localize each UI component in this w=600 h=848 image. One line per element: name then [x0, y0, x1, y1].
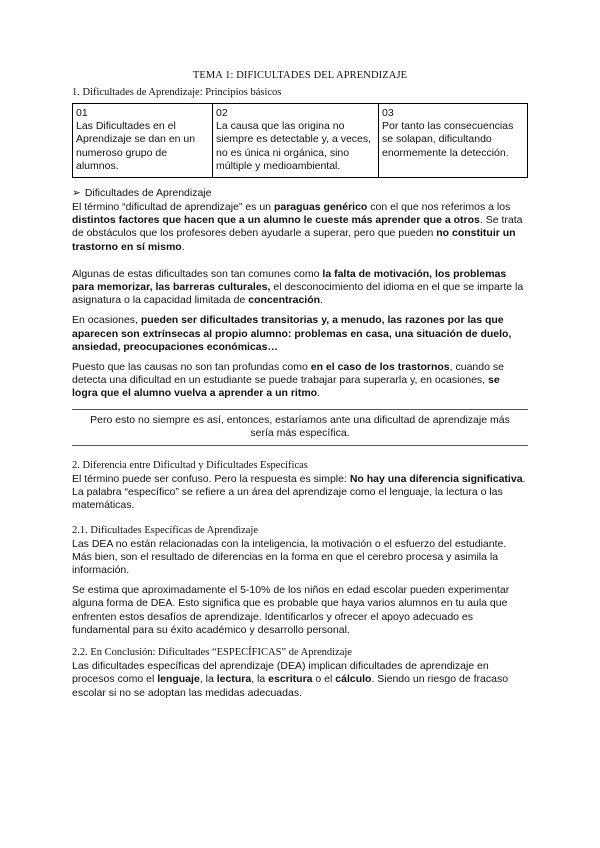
grid-cell-text: Por tanto las consecuencias se solapan, dificultando enormemente la detección.	[382, 120, 514, 159]
grid-cell-number: 03	[382, 107, 394, 119]
paragraph-2: Algunas de estas dificultades son tan comunes como la falta de motivación, los problemas para memorizar, las barreras culturales, el desconocimiento del idioma en el que se imparte la asignatura o la capacidad limitada de concentración.	[72, 267, 524, 307]
section-1-heading: 1. Dificultades de Aprendizaje: Principios básicos	[72, 87, 282, 98]
grid-cell-text: Las Dificultades en el Aprendizaje se dan en un numeroso grupo de alumnos.	[76, 120, 196, 172]
paragraph-4: Puesto que las causas no son tan profundas como en el caso de los trastornos, cuando se detecta una dificultad en un estudiante se puede trabajar para superarla y, en ocasiones, se logra que el alumno vuelva a aprender a un ritmo.	[72, 361, 504, 400]
grid-cell-number: 02	[216, 107, 228, 119]
section-2-2-heading: 2.2. En Conclusión: Dificultades “ESPECÍFICAS” de Aprendizaje	[72, 647, 352, 659]
note-box: Pero esto no siempre es así, entonces, estaríamos ante una dificultad de aprendizaje más sería más específica.	[72, 409, 528, 446]
grid-cell-text: La causa que las origina no siempre es detectable y, a veces, no es única ni orgánica, sino múltiple y medioambiental.	[216, 120, 372, 172]
grid-cell-02	[213, 104, 379, 177]
section-2-1-paragraph-2: Se estima que aproximadamente el 5-10% de los niños en edad escolar pueden experimentar alguna forma de DEA. Esto significa que es probable que haya varios alumnos en tu aula que enfrenten estos desafíos de aprendizaje. Identificarlos y ofrecer el apoyo adecuado es fundamental para su éxito académico y desarrollo personal.	[72, 584, 510, 636]
arrow-bullet-icon: ➢	[72, 187, 81, 200]
grid-cell-01	[73, 104, 213, 177]
section-2-paragraph: El término puede ser confuso. Pero la respuesta es simple: No hay una diferencia significativa. La palabra “específico” se refiere a un área del aprendizaje como el lenguaje, la lectura o las matemáticas.	[72, 473, 526, 512]
page-title: TEMA 1: DIFICULTADES DEL APRENDIZAJE	[192, 70, 408, 81]
paragraph-1: El término “dificultad de aprendizaje” es un paraguas genérico con el que nos referimos a los distintos factores que hacen que a un alumno le cueste más aprender que a otros. Se trata de obstáculos que los profesores deben ayudarle a superar, pero que pueden no constituir un trastorno en sí mismo.	[72, 201, 523, 253]
section-2-heading: 2. Diferencia entre Dificultad y Dificultades Específicas	[72, 460, 308, 472]
section-2-2-paragraph: Las dificultades específicas del aprendizaje (DEA) implican dificultades de aprendizaje en procesos como el lenguaje, la lectura, la escritura o el cálculo. Siendo un riesgo de fracaso escolar si no se adoptan las medidas adecuadas.	[72, 660, 509, 699]
principles-grid	[72, 103, 528, 178]
section-2-1-paragraph-1: Las DEA no están relacionadas con la inteligencia, la motivación o el esfuerzo del estudiante. Más bien, son el resultado de diferencias en la forma en que el cerebro procesa y asimila la información.	[72, 537, 507, 577]
subheading-label: Dificultades de Aprendizaje	[84, 187, 212, 200]
grid-cell-03	[379, 104, 529, 177]
paragraph-3: En ocasiones, pueden ser dificultades transitorias y, a menudo, las razones por las que aparecen son extrínsecas al propio alumno: problemas en casa, una situación de duelo, ansiedad, preocupaciones económicas…	[72, 314, 512, 353]
subheading	[72, 187, 528, 199]
section-2-1-heading: 2.1. Dificultades Específicas de Aprendizaje	[72, 524, 259, 536]
document-page	[72, 70, 528, 707]
grid-cell-number: 01	[76, 107, 88, 119]
